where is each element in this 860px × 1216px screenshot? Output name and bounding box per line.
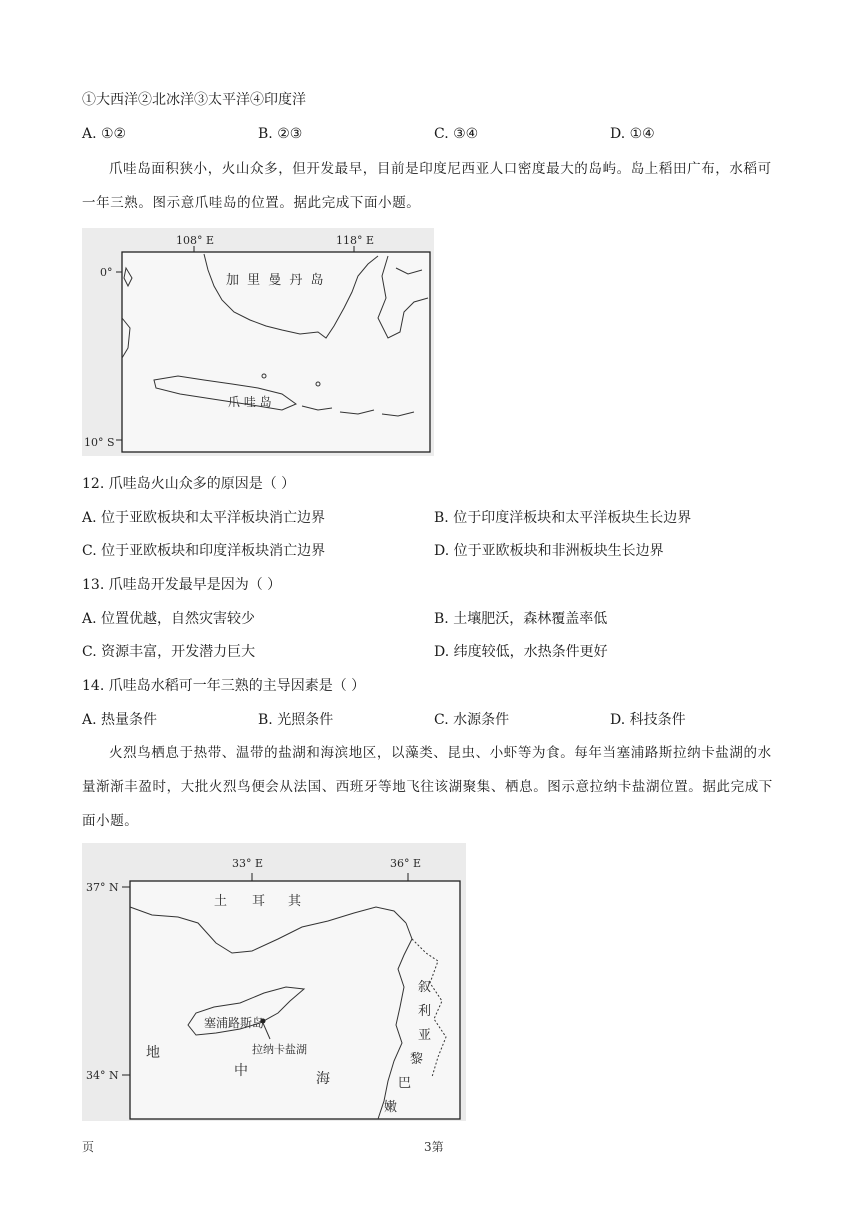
passage-flamingo: 火烈鸟栖息于热带、温带的盐湖和海滨地区，以藻类、昆虫、小虾等为食。每年当塞浦路斯拉纳卡盐湖的水量渐渐丰盈时，大批火烈鸟便会从法国、西班牙等地飞往该湖聚集、栖息。图示意拉纳卡盐湖位置。据此完成下面小题。 [82,745,773,829]
map2-lon2-label: 36° E [390,857,422,870]
map2-sea-char2: 中 [234,1063,248,1079]
passage-java: 爪哇岛面积狭小，火山众多，但开发最早，目前是印度尼西亚人口密度最大的岛屿。岛上稻田广布，水稻可一年三熟。图示意爪哇岛的位置。据此完成下面小题。 [82,161,772,211]
map2-syria-char2: 利 [418,1004,432,1019]
map2-lebanon-char2: 巴 [398,1076,412,1091]
q14-option-a: A. 热量条件 [82,712,158,728]
map1-lon1-label: 108° E [176,234,215,247]
q14-stem: 14. 爪哇岛水稻可一年三熟的主导因素是（ ） [82,678,366,694]
footer-page-number: 3第 [424,1140,444,1154]
q14-option-d: D. 科技条件 [610,712,686,728]
map2-sea-char1: 地 [146,1045,160,1061]
q12-option-c: C. 位于亚欧板块和印度洋板块消亡边界 [82,543,326,559]
q11-option-d: D. ①④ [610,126,655,142]
map2-lat1-label: 37° N [86,881,119,894]
cyprus-location-map [82,843,466,1121]
map2-larnaca-label: 拉纳卡盐湖 [252,1043,307,1056]
q12-option-b: B. 位于印度洋板块和太平洋板块生长边界 [434,510,692,526]
q11-option-c: C. ③④ [434,126,479,142]
map2-cyprus-label: 塞浦路斯岛 [204,1016,265,1030]
q13-option-b: B. 土壤肥沃，森林覆盖率低 [434,611,608,627]
q14-option-b: B. 光照条件 [258,712,334,728]
map2-turkey-char3: 其 [288,894,302,909]
q11-option-b: B. ②③ [258,126,303,142]
q11-option-a: A. ①② [82,126,127,142]
map2-lat2-label: 34° N [86,1069,119,1082]
q11-items: ①大西洋②北冰洋③太平洋④印度洋 [82,92,306,108]
map2-lebanon-char1: 黎 [410,1052,424,1067]
map2-syria-char3: 亚 [418,1028,432,1043]
map2-sea-char3: 海 [316,1071,330,1087]
footer-left: 页 [82,1140,95,1154]
map2-lebanon-char3: 嫩 [384,1100,398,1115]
q12-option-a: A. 位于亚欧板块和太平洋板块消亡边界 [82,510,326,526]
map2-turkey-char2: 耳 [252,894,266,909]
map1-lat1-label: 0° [100,266,113,279]
q12-stem: 12. 爪哇岛火山众多的原因是（ ） [82,476,296,492]
q12-option-d: D. 位于亚欧板块和非洲板块生长边界 [434,543,664,559]
map2-syria-char1: 叙 [418,980,432,995]
q14-option-c: C. 水源条件 [434,712,510,728]
map2-turkey-char1: 土 [214,894,228,909]
map1-kalimantan-label: 加 里 曼 丹 岛 [226,273,326,288]
q13-option-a: A. 位置优越，自然灾害较少 [82,611,256,627]
map1-java-label: 爪 哇 岛 [228,395,272,409]
map2-lon1-label: 33° E [232,857,264,870]
q13-option-c: C. 资源丰富，开发潜力巨大 [82,644,256,660]
q13-stem: 13. 爪哇岛开发最早是因为（ ） [82,577,282,593]
map1-lat2-label: 10° S [84,436,115,449]
q13-option-d: D. 纬度较低，水热条件更好 [434,644,608,660]
map1-lon2-label: 118° E [336,234,375,247]
java-location-map [82,228,434,456]
